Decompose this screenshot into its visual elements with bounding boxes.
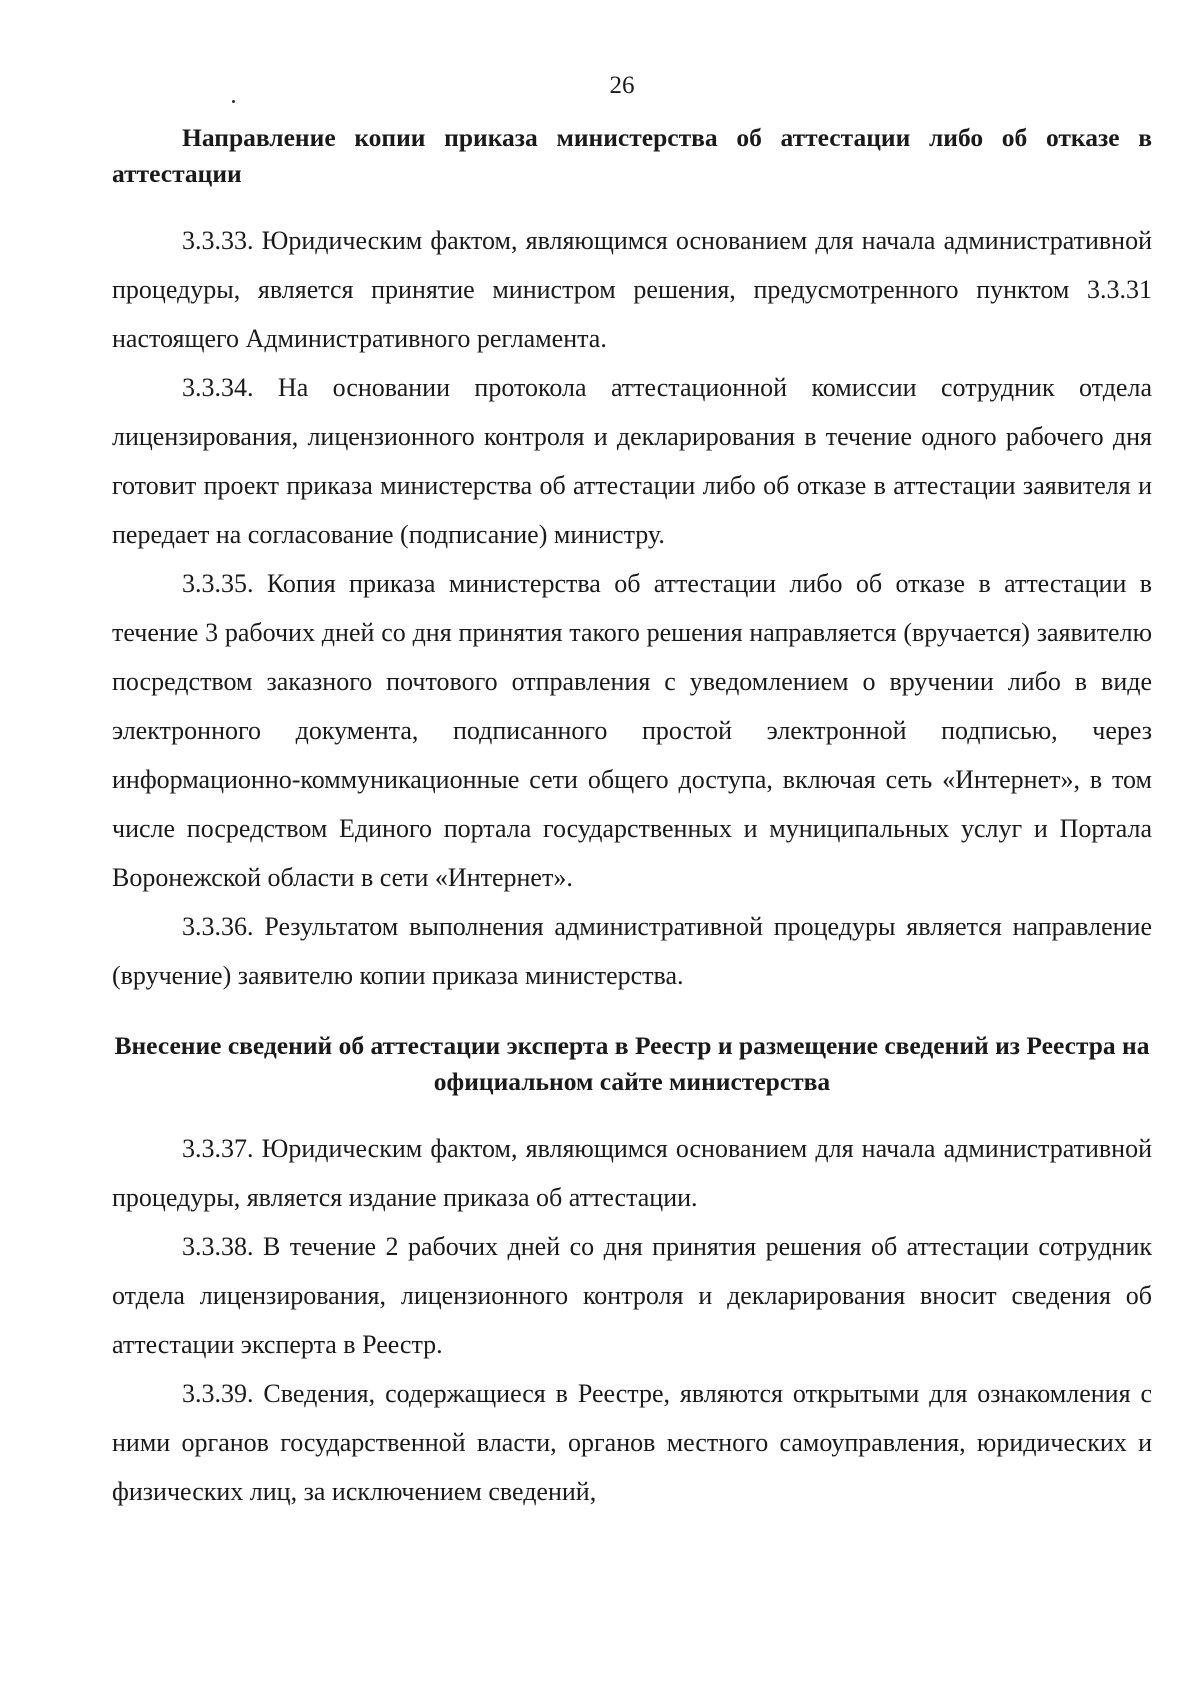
section-heading-registry: Внесение сведений об аттестации эксперта в Реестр и размещение сведений из Реестра на официальном сайте министерства: [114, 1031, 1150, 1096]
paragraph-3-3-36: 3.3.36. Результатом выполнения административной процедуры является направление (вручение) заявителю копии приказа министерства.: [112, 912, 1152, 990]
paragraph-3-3-39: 3.3.39. Сведения, содержащиеся в Реестре, являются открытыми для ознакомления с ними органов государственной власти, органов местного самоуправления, юридических и физических лиц, за исключением сведений,: [112, 1379, 1152, 1506]
page-number: 26: [609, 72, 635, 99]
paragraph-3-3-35: 3.3.35. Копия приказа министерства об аттестации либо об отказе в аттестации в течение 3 рабочих дней со дня принятия такого решения направляется (вручается) заявителю посредством заказного почтового отправления с уведомлением о вручении либо в виде электронного документа, подписанного простой электронной подписью, через информационно-коммуникационные сети общего доступа, включая сеть «Интернет», в том числе посредством Единого портала государственных и муниципальных услуг и Портала Воронежской области в сети «Интернет».: [112, 569, 1152, 892]
scan-artifact-dot: [232, 100, 235, 103]
paragraph-3-3-34: 3.3.34. На основании протокола аттестационной комиссии сотрудник отдела лицензирования, лицензионного контроля и декларирования в течение одного рабочего дня готовит проект приказа министерства об аттестации либо об отказе в аттестации заявителя и передает на согласование (подписание) министру.: [112, 373, 1152, 549]
paragraph-3-3-33: 3.3.33. Юридическим фактом, являющимся основанием для начала административной процедуры, является принятие министром решения, предусмотренного пунктом 3.3.31 настоящего Административного регламента.: [112, 226, 1152, 353]
section-heading-copy-of-order: Направление копии приказа министерства об аттестации либо об отказе в аттестации: [112, 123, 1152, 188]
paragraph-3-3-38: 3.3.38. В течение 2 рабочих дней со дня принятия решения об аттестации сотрудник отдела лицензирования, лицензионного контроля и декларирования вносит сведения об аттестации эксперта в Реестр.: [112, 1232, 1152, 1359]
paragraph-3-3-37: 3.3.37. Юридическим фактом, являющимся основанием для начала административной процедуры, является издание приказа об аттестации.: [112, 1134, 1152, 1212]
document-body: [112, 120, 1152, 1516]
